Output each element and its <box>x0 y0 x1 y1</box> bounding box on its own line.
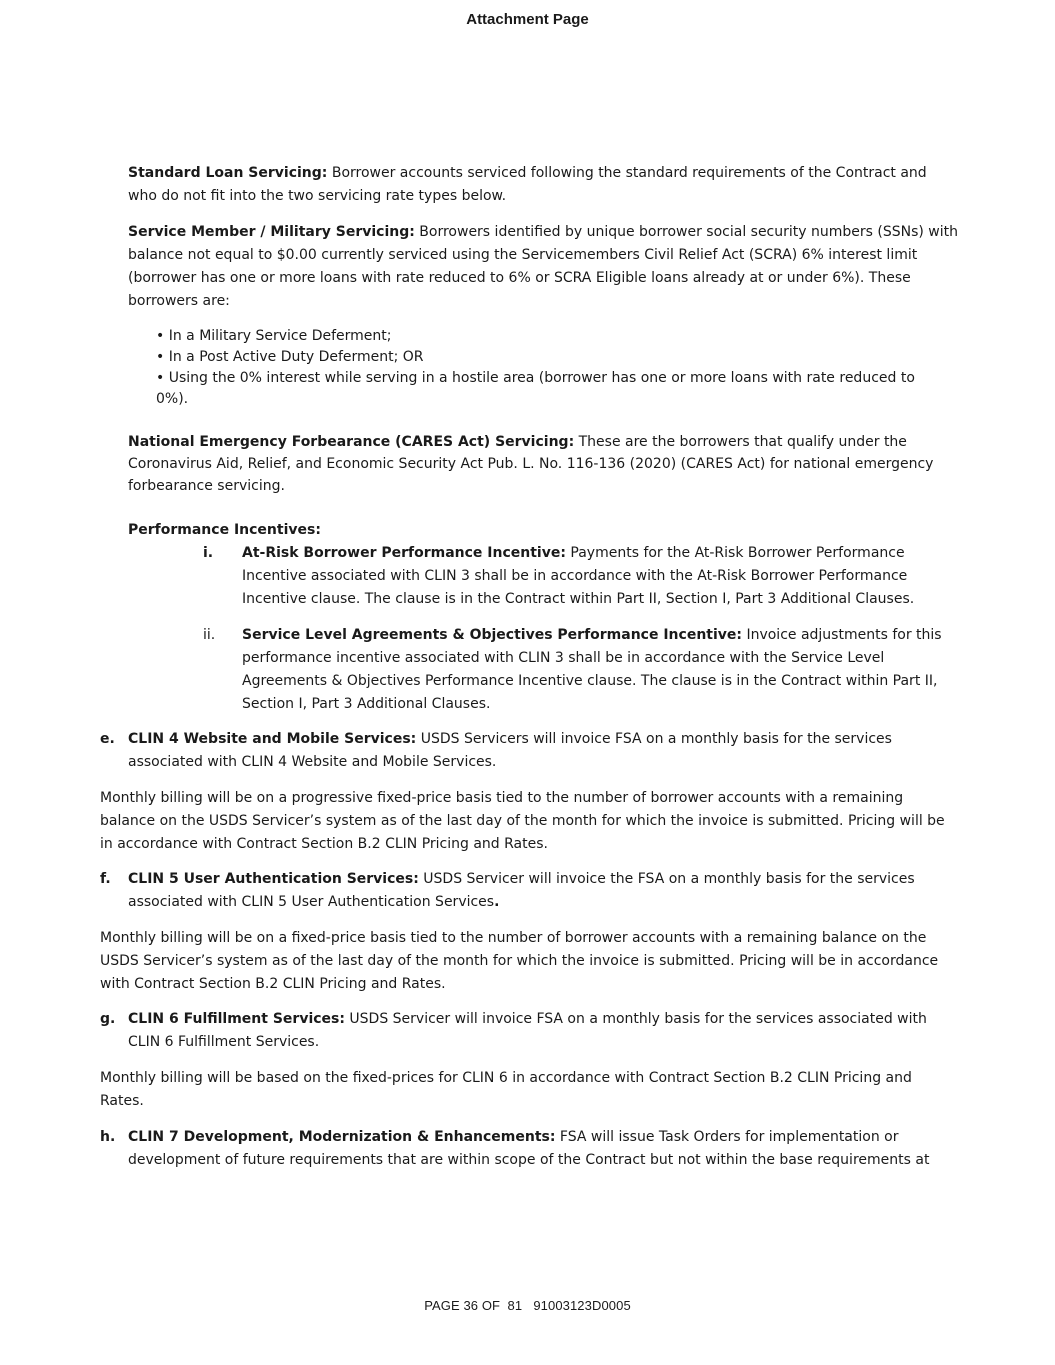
clin4-letter: e. <box>100 731 115 747</box>
incentive-label: Service Level Agreements & Objectives Performance Incentive: <box>242 627 742 643</box>
incentive-text: Payments for the At-Risk Borrower Performance Incentive associated with CLIN 3 shall be in accordance with the At-Risk Borrower Performance Incentive clause. The clause is in the Contract within Part II, Section I, Part 3 Additional Clauses. <box>242 545 915 607</box>
clin7-text: FSA will issue Task Orders for implementation or development of future requirements that are within scope of the Contract but not within the base requirements at <box>128 1129 930 1168</box>
military-servicing-text: Borrowers identified by unique borrower social security numbers (SSNs) with balance not equal to $0.00 currently serviced using the Servicemembers Civil Relief Act (SCRA) 6% interest limit (borrower has one or more loans with rate reduced to 6% or SCRA Eligible loans already at or under 6%). These borrowers are: <box>128 224 958 309</box>
standard-servicing-text: Borrower accounts serviced following the standard requirements of the Contract and who do not fit into the two servicing rate types below. <box>128 165 927 204</box>
bullet-item: • Using the 0% interest while serving in a hostile area (borrower has one or more loans with rate reduced to 0%). <box>156 370 915 407</box>
clin6-billing-paragraph: Monthly billing will be based on the fixed-prices for CLIN 6 in accordance with Contract Section B.2 CLIN Pricing and Rates. <box>100 1070 912 1109</box>
standard-servicing-label: Standard Loan Servicing: <box>128 165 328 181</box>
clin5-letter: f. <box>100 871 111 887</box>
performance-incentives-heading: Performance Incentives: <box>128 522 321 538</box>
cares-servicing-paragraph <box>128 431 958 497</box>
clin5-paragraph <box>128 868 958 914</box>
clin7-label: CLIN 7 Development, Modernization & Enhancements: <box>128 1129 556 1145</box>
bullet-item: • In a Military Service Deferment; <box>156 328 392 344</box>
page-number: PAGE 36 OF 81 <box>424 1298 523 1313</box>
incentive-marker: ii. <box>203 627 216 643</box>
clin6-paragraph <box>128 1008 958 1054</box>
clin5-text: USDS Servicer will invoice the FSA on a monthly basis for the services associated with CLIN 5 User Authentication Services <box>128 871 915 910</box>
standard-servicing-paragraph <box>128 162 958 208</box>
clin6-letter: g. <box>100 1011 116 1027</box>
military-servicing-label: Service Member / Military Servicing: <box>128 224 415 240</box>
clin4-billing-paragraph: Monthly billing will be on a progressive fixed-price basis tied to the number of borrower accounts with a remaining balance on the USDS Servicer’s system as of the last day of the month for which the invoice is submitted. Pricing will be in accordance with Contract Section B.2 CLIN Pricing and Rates. <box>100 790 945 852</box>
clin6-label: CLIN 6 Fulfillment Services: <box>128 1011 345 1027</box>
military-bullet-list <box>156 326 946 410</box>
clin5-label: CLIN 5 User Authentication Services: <box>128 871 419 887</box>
incentive-label: At-Risk Borrower Performance Incentive: <box>242 545 566 561</box>
military-servicing-paragraph <box>128 221 958 313</box>
clin7-letter: h. <box>100 1129 116 1145</box>
clin6-text: USDS Servicer will invoice FSA on a monthly basis for the services associated with CLIN 6 Fulfillment Services. <box>128 1011 927 1050</box>
clin5-billing-paragraph: Monthly billing will be on a fixed-price basis tied to the number of borrower accounts with a remaining balance on the USDS Servicer’s system as of the last day of the month for which the invoice is submitted. Pricing will be in accordance with Contract Section B.2 CLIN Pricing and Rates. <box>100 930 939 992</box>
clin4-text: USDS Servicers will invoice FSA on a monthly basis for the services associated with CLIN 4 Website and Mobile Services. <box>128 731 892 770</box>
cares-servicing-text: These are the borrowers that qualify under the Coronavirus Aid, Relief, and Economic Security Act Pub. L. No. 116-136 (2020) (CARES Act) for national emergency forbearance servicing. <box>128 434 934 494</box>
incentive-marker: i. <box>203 545 214 561</box>
incentive-item-sla <box>242 624 962 716</box>
clin4-label: CLIN 4 Website and Mobile Services: <box>128 731 417 747</box>
clin5-period: . <box>494 894 500 910</box>
page-footer <box>0 1298 1055 1313</box>
clin4-paragraph <box>128 728 958 774</box>
page-header: Attachment Page <box>466 11 589 28</box>
incentive-item-at-risk <box>242 542 962 611</box>
document-number: 91003123D0005 <box>533 1298 631 1313</box>
incentive-text: Invoice adjustments for this performance incentive associated with CLIN 3 shall be in accordance with the Service Level Agreements & Objectives Performance Incentive clause. The clause is in the Contract within Part II, Section I, Part 3 Additional Clauses. <box>242 627 942 712</box>
cares-servicing-label: National Emergency Forbearance (CARES Act) Servicing: <box>128 434 575 450</box>
clin7-paragraph <box>128 1126 958 1172</box>
bullet-item: • In a Post Active Duty Deferment; OR <box>156 349 424 365</box>
